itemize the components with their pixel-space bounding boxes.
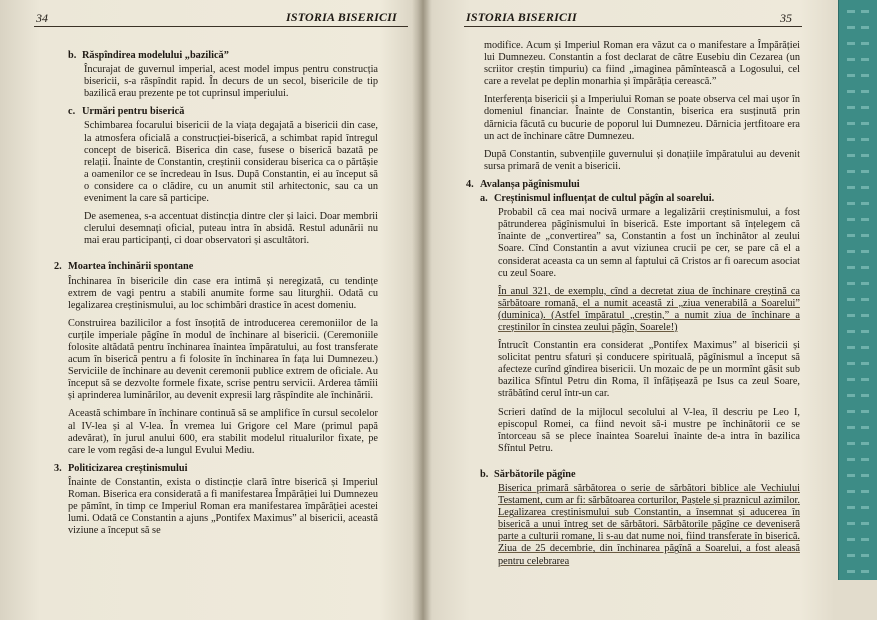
tab-strip-tick bbox=[847, 410, 855, 413]
tab-strip-tick bbox=[861, 10, 869, 13]
tab-strip-tick bbox=[861, 330, 869, 333]
header-rule bbox=[34, 26, 408, 27]
paragraph: Construirea bazilicilor a fost însoțită de introducerea ceremoniilor de la curțile imperiale păgîne în modul de închinare al bisericii. (Ceremoniile folosite altădată pentru închinarea înaintea împăratului, au fost transferate acum în biserică pentru a fi folosite în închinarea în fața lui Dumnezeu.) Serviciile de închinare au devenit ceremonii publice extrem de oficiale. Au început să se dezvolte formele fixate, scrise pentru servicii. Arderea tămîii și aprinderea luminărilor, au devenit expresii larg răspîndite ale închinării. bbox=[68, 317, 378, 402]
tab-strip-tick bbox=[861, 218, 869, 221]
tab-strip-tick bbox=[861, 394, 869, 397]
paragraph: modifice. Acum și Imperiul Roman era văzut ca o manifestare a Împărăției lui Dumnezeu. Constantin a fost declarat de către Eusebiu din Cezarea (un scriitor creștin timpuriu) ca fiind „imaginea pămîntească a Logosului, cel care a revelat pe deplin monarhia și împărăția cerească.” bbox=[484, 40, 800, 88]
tab-strip-tick bbox=[861, 474, 869, 477]
tab-strip-tick bbox=[861, 138, 869, 141]
tab-strip-tick bbox=[861, 522, 869, 525]
tab-strip-tick bbox=[861, 538, 869, 541]
section-heading: b. Sărbătorile păgîne bbox=[480, 468, 576, 480]
tab-strip-tick bbox=[847, 362, 855, 365]
paragraph: Schimbarea focarului bisericii de la viața degajată a bisericii din case, la atmosfera oficială a construcției-biserică, a schimbat rapid întregul concept de biserică. Biserica din case, fusese o biserică bazată pe relații. Înainte de Constantin, creștinii considerau biserica ca o părtășie a oamenilor ce se încredeau în Isus. După Constantin, ei au început să o considere ca o clădire, cu un anumit stil arhitectonic, sau ca un eveniment la care să participe. bbox=[84, 120, 378, 205]
right-page-body bbox=[466, 40, 800, 574]
tab-strip-tick bbox=[861, 442, 869, 445]
tab-strip-tick bbox=[861, 234, 869, 237]
tab-strip-tick bbox=[861, 410, 869, 413]
tab-strip-tick bbox=[847, 42, 855, 45]
tab-strip-tick bbox=[861, 298, 869, 301]
tab-strip-tick bbox=[861, 426, 869, 429]
tab-strip-tick bbox=[847, 298, 855, 301]
tab-strip-tick bbox=[861, 554, 869, 557]
tab-strip-tick bbox=[847, 554, 855, 557]
tab-strip-tick bbox=[847, 266, 855, 269]
tab-strip-tick bbox=[861, 250, 869, 253]
tab-strip-tick bbox=[847, 234, 855, 237]
tab-strip-tick bbox=[861, 26, 869, 29]
tab-strip-tick bbox=[847, 538, 855, 541]
paragraph: Încurajat de guvernul imperial, acest model impus pentru construcția bisericii, s-a răspîndit rapid. În decurs de un secol, bisericile de tip bazilică erau prezente pe tot cuprinsul imperiului. bbox=[84, 64, 378, 100]
tab-strip-tick bbox=[847, 282, 855, 285]
tab-strip-tick bbox=[861, 506, 869, 509]
tab-strip-tick bbox=[847, 378, 855, 381]
left-page bbox=[0, 0, 412, 620]
paragraph: În anul 321, de exemplu, cînd a decretat ziua de închinare creștină ca sărbătoare romană, el a numit această zi „ziua venerabilă a Soarelui” (duminica). (Astfel împăratul „creștin,” a numit ziua de închinare a creștinilor în cinstea zeului păgîn, Soarele!) bbox=[498, 285, 800, 333]
tab-strip-tick bbox=[861, 202, 869, 205]
tab-strip-tick bbox=[847, 74, 855, 77]
tab-strip-tick bbox=[847, 442, 855, 445]
tab-strip-tick bbox=[847, 122, 855, 125]
tab-strip-tick bbox=[847, 138, 855, 141]
tab-strip-tick bbox=[847, 426, 855, 429]
section-heading: 3. Politicizarea creștinismului bbox=[54, 462, 188, 474]
tab-strip-tick bbox=[861, 378, 869, 381]
tab-strip-tick bbox=[861, 458, 869, 461]
tab-strip-tick bbox=[861, 314, 869, 317]
tab-strip-tick bbox=[847, 570, 855, 573]
paragraph: Înainte de Constantin, exista o distincție clară între biserică și Imperiul Roman. Biserica era considerată a fi manifestarea Împărăției lui Dumnezeu pe pămînt, în timp ce Imperiul Roman era manifestarea împărăției acestei lumi. Odată ce Constantin a ajuns „Pontifex Maximus” al bisericii, această viziune a început să se bbox=[68, 476, 378, 537]
running-head: ISTORIA BISERICII bbox=[466, 10, 577, 24]
paragraph: Scrieri datînd de la mijlocul secolului al V-lea, îl descriu pe Leo I, episcopul Romei, ca fiind nevoit să-i mustre pe închinătorii ce se întorceau să se plece înaintea Soarelui înainte de-a intra în bazilica Sfîntul Petru. bbox=[498, 406, 800, 454]
paragraph: Această schimbare în închinare continuă să se amplifice în cursul secolelor al IV-lea și al V-lea. În vremea lui Grigore cel Mare (primul papă adevărat), în jurul anului 600, era stabilit modelul ritualurilor fixate, pe care le vom regăsi de-a lungul Evului Mediu. bbox=[68, 408, 378, 456]
tab-strip-tick bbox=[861, 58, 869, 61]
left-page-body bbox=[54, 50, 378, 543]
paragraph: Întrucît Constantin era considerat „Pontifex Maximus” al bisericii și solicitat pentru sfaturi și conducere spirituală, păgînismul a început să afecteze curînd gîndirea bisericii. Un mozaic de pe un mormînt găsit sub bazilica Sfîntul Petru din Roma, îl înfățișează pe Isus ca zeul Soare, străbătînd cerul într-un car. bbox=[498, 340, 800, 400]
paragraph: De asemenea, s-a accentuat distincția dintre cler și laici. Doar membrii clerului desemnați oficial, puteau intra în absidă. Restul adunării nu mai erau participanți, ci doar observatori și ascultători. bbox=[84, 211, 378, 247]
section-heading: a. Creștinismul influențat de cultul păgîn al soarelui. bbox=[480, 193, 715, 205]
tab-strip-tick bbox=[861, 154, 869, 157]
tab-strip-tick bbox=[861, 570, 869, 573]
tab-strip-tick bbox=[861, 362, 869, 365]
tab-strip-tick bbox=[861, 266, 869, 269]
tab-strip-tick bbox=[847, 26, 855, 29]
section-heading: 2. Moartea închinării spontane bbox=[54, 261, 194, 273]
page-number: 34 bbox=[36, 11, 48, 25]
tab-strip-tick bbox=[847, 170, 855, 173]
tab-strip-tick bbox=[861, 282, 869, 285]
tab-strip-tick bbox=[847, 10, 855, 13]
tab-strip-tick bbox=[847, 218, 855, 221]
tab-strip-tick bbox=[861, 106, 869, 109]
tab-strip-tick bbox=[861, 170, 869, 173]
tab-strip-tick bbox=[861, 74, 869, 77]
header-rule bbox=[464, 26, 802, 27]
tab-strip-tick bbox=[861, 122, 869, 125]
tab-strip-tick bbox=[847, 474, 855, 477]
tab-strip-tick bbox=[847, 58, 855, 61]
tab-strip-tick bbox=[847, 90, 855, 93]
tab-strip-tick bbox=[861, 490, 869, 493]
tab-strip-tick bbox=[847, 394, 855, 397]
tab-strip-tick bbox=[847, 250, 855, 253]
section-heading: 4. Avalanșa păgînismului bbox=[466, 178, 580, 190]
paragraph: Probabil că cea mai nocivă urmare a legalizării creștinismului, a fost pătrunderea păgînismului în biserică. Este important să înțelegem că înainte de „convertirea” sa, Constantin a fost un închinător al zeului Soare. Cînd Constantin a avut viziunea crucii pe cer, se pare că el a considerat aceasta ca un semn al faptului că Cristos ar fi oarecum asociat cu zeul Soare. bbox=[498, 207, 800, 279]
tab-strip-tick bbox=[861, 346, 869, 349]
tab-strip-tick bbox=[847, 314, 855, 317]
tab-strip-tick bbox=[847, 154, 855, 157]
tab-strip-tick bbox=[847, 490, 855, 493]
tab-strip-tick bbox=[847, 186, 855, 189]
paragraph: Interferența bisericii și a Imperiului Roman se poate observa cel mai ușor în domeniul financiar. Înainte de Constantin, biserica era susținută prin dărnicia făcută cu bucurie de poporul lui Dumnezeu. Dărnicia jertfitoare era un act de închinare către Dumnezeu. bbox=[484, 94, 800, 142]
tab-strip-tick bbox=[847, 506, 855, 509]
paragraph: Închinarea în bisericile din case era intimă și neregizată, cu tendințe extrem de vagi pentru a stabili anumite forme sau liturghii. Odată cu legalizarea creștinismului, au loc schimbări drastice în acest domeniu. bbox=[68, 275, 378, 311]
tab-strip-tick bbox=[847, 202, 855, 205]
book-gutter bbox=[412, 0, 432, 620]
right-page bbox=[432, 0, 838, 620]
section-heading: b. Răspîndirea modelului „bazilică” bbox=[68, 50, 229, 61]
running-head: ISTORIA BISERICII bbox=[286, 10, 397, 24]
tab-strip-tick bbox=[847, 330, 855, 333]
tab-strip-tick bbox=[847, 106, 855, 109]
tab-strip-tick bbox=[847, 522, 855, 525]
page-number: 35 bbox=[780, 11, 792, 25]
tab-strip-tick bbox=[847, 458, 855, 461]
section-heading: c. Urmări pentru biserică bbox=[68, 106, 185, 118]
tab-strip-tick bbox=[861, 42, 869, 45]
tab-strip-tick bbox=[847, 346, 855, 349]
paragraph: După Constantin, subvențiile guvernului și donațiile împăratului au devenit sursa primară de venit a bisericii. bbox=[484, 148, 800, 172]
tab-strip-tick bbox=[861, 90, 869, 93]
page-edge-tab-strip bbox=[838, 0, 877, 580]
tab-strip-tick bbox=[861, 186, 869, 189]
paragraph: Biserica primară sărbătorea o serie de sărbători biblice ale Vechiului Testament, cum ar fi: sărbătoarea corturilor, Paștele și praznicul azimilor. Legalizarea creștinismului sub Constantin, a însemnat și aducerea în biserică a unui întreg set de sărbători. Sărbătorile păgîne ce deveniseră parte a culturii romane, li s-au dat nume noi, fiind transferate în biserică. Ziua de 25 decembrie, din închinarea păgînă a Soarelui, a fost aleasă pentru celebrarea bbox=[498, 483, 800, 567]
